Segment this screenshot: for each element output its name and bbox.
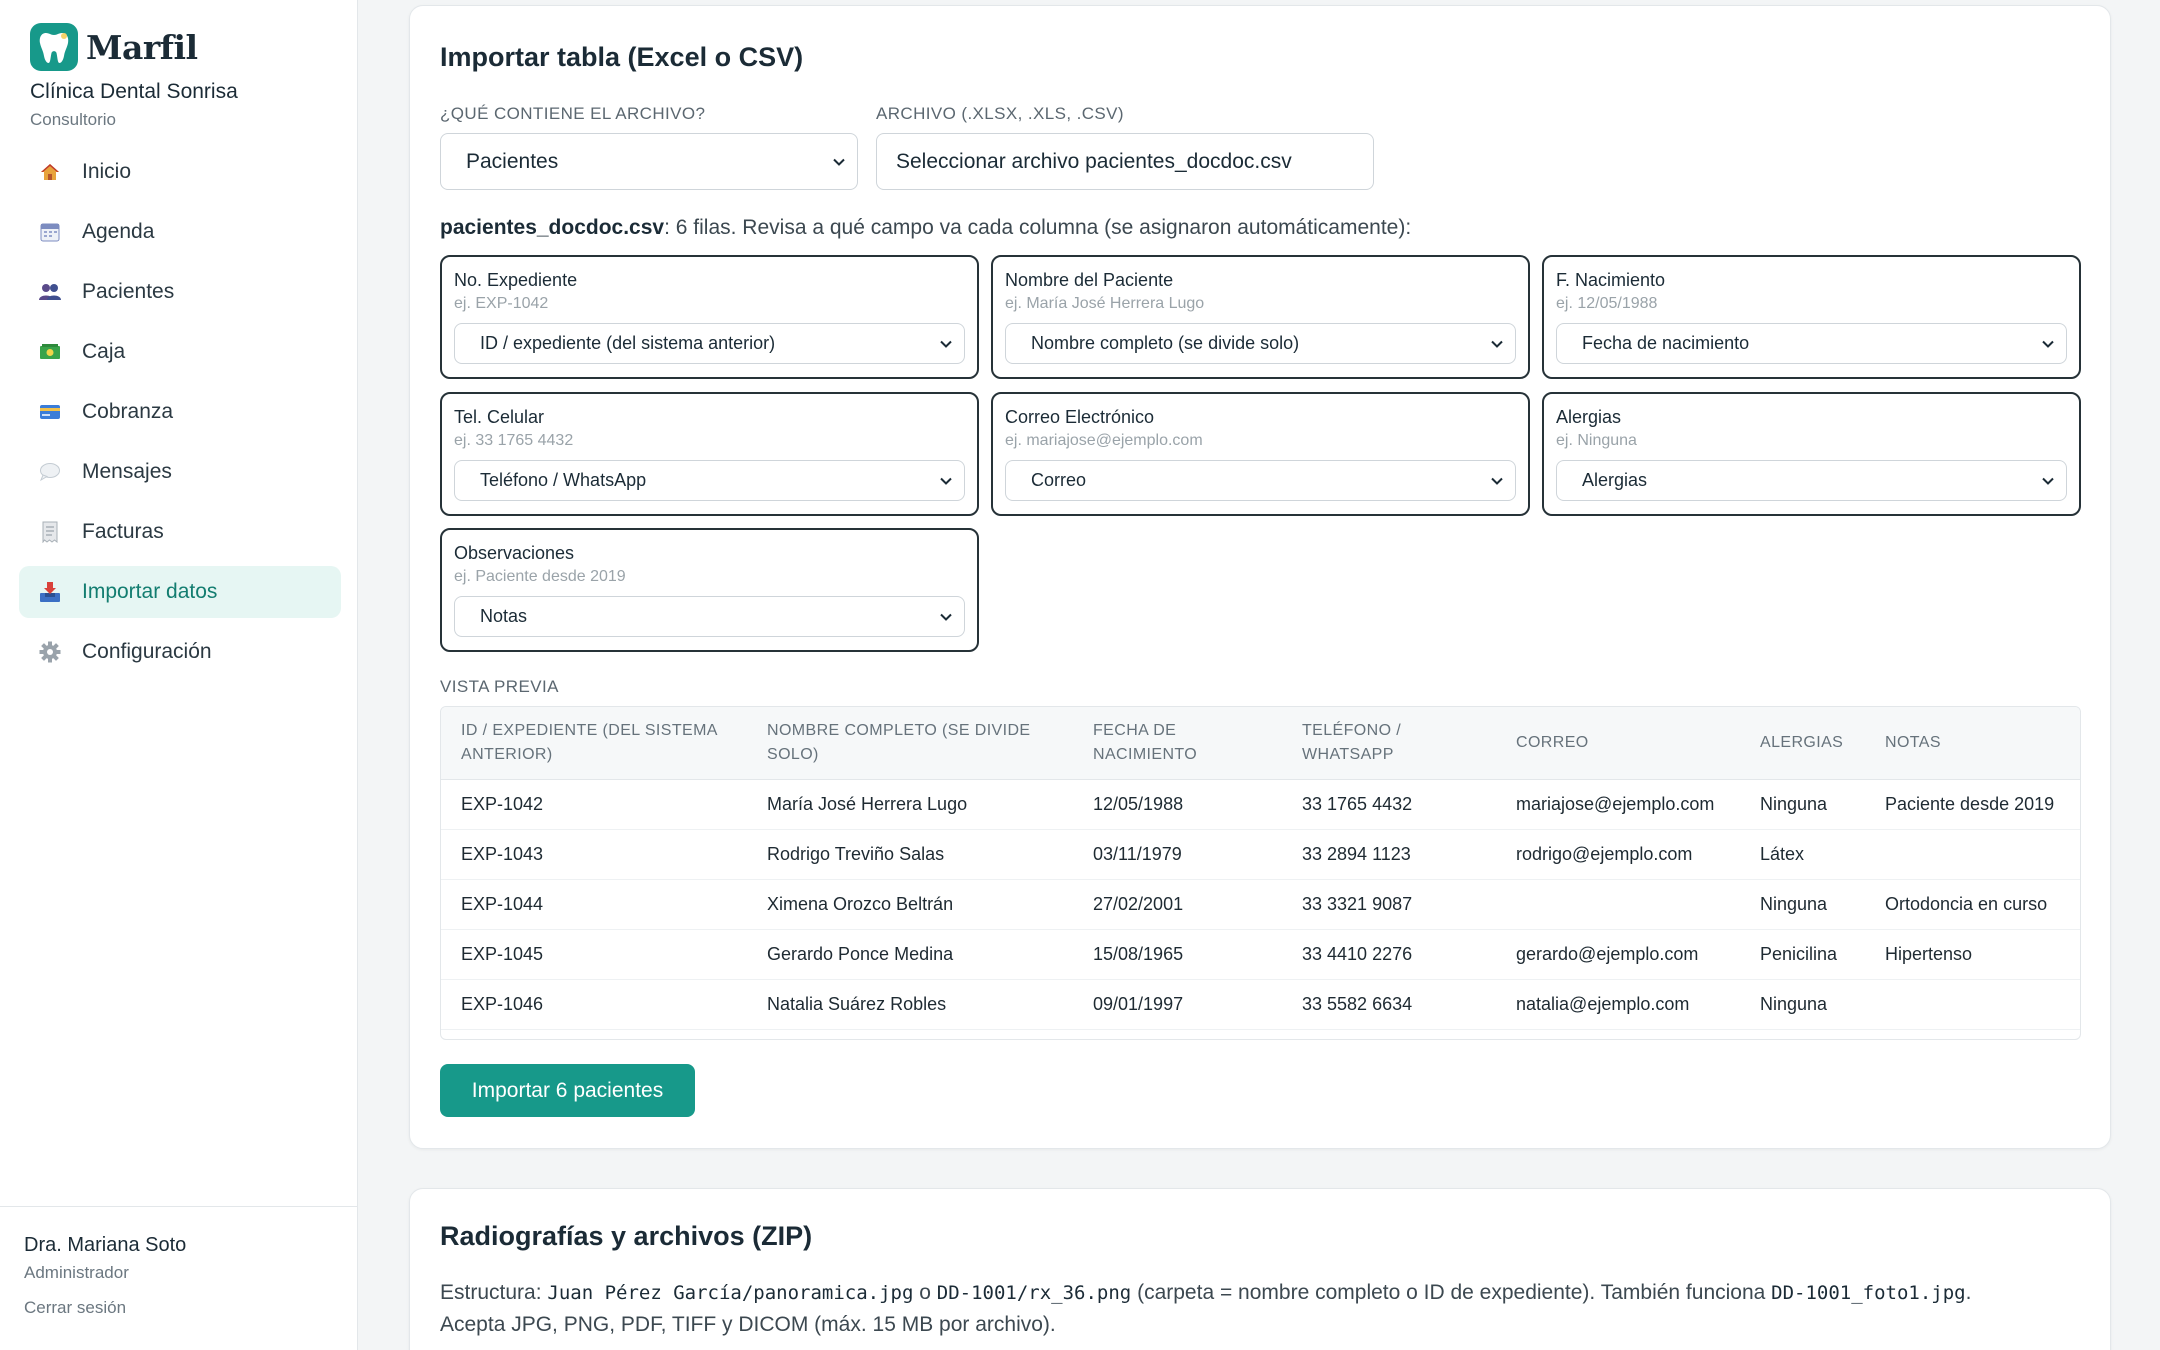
file-input-text: Seleccionar archivo pacientes_docdoc.csv (896, 149, 1292, 173)
nav-label: Cobranza (82, 400, 174, 423)
nav-label: Importar datos (82, 580, 218, 603)
nav-item-mensajes[interactable] (19, 446, 341, 498)
field-select[interactable] (1556, 323, 2067, 364)
table-cell: Gerardo Ponce Medina (767, 944, 954, 964)
nav-label: Configuración (82, 640, 212, 663)
table-cell: 09/01/1997 (1093, 994, 1184, 1014)
column-name: Observaciones (454, 543, 575, 563)
user-role: Administrador (24, 1263, 129, 1282)
import-table-card (409, 5, 2111, 1149)
table-row (441, 780, 2080, 830)
brand-name: Marfil (86, 27, 198, 67)
zip-upload-card (409, 1188, 2111, 1350)
table-cell: Látex (1760, 844, 1805, 864)
select-value: Notas (480, 606, 528, 626)
chevron-down-icon (2042, 475, 2054, 487)
nav-item-cobranza[interactable] (19, 386, 341, 438)
nav-item-facturas[interactable] (19, 506, 341, 558)
field-select[interactable] (454, 460, 965, 501)
field-select[interactable] (454, 596, 965, 637)
accepted-formats-text: Acepta JPG, PNG, PDF, TIFF y DICOM (máx. 15 MB por archivo). (440, 1313, 1056, 1336)
instruction-text: (carpeta = nombre completo o ID de expediente). También funciona (1131, 1281, 1772, 1304)
chevron-down-icon (940, 475, 952, 487)
brand[interactable] (30, 23, 198, 71)
chevron-down-icon (940, 611, 952, 623)
table-cell: EXP-1045 (461, 944, 544, 964)
nav-label: Caja (82, 340, 126, 363)
nav-label: Agenda (82, 220, 155, 243)
table-cell: Paciente desde 2019 (1885, 794, 2055, 814)
file-input[interactable] (876, 133, 1374, 190)
column-mapping-card (440, 255, 979, 379)
column-mapping-card (1542, 255, 2081, 379)
table-cell: Penicilina (1760, 944, 1838, 964)
import-patients-button[interactable]: Importar 6 pacientes (440, 1064, 695, 1117)
file-info-text: : 6 filas. Revisa a qué campo va cada columna (se asignaron automáticamente): (664, 216, 1412, 239)
table-cell: Ximena Orozco Beltrán (767, 894, 954, 914)
column-header: NOTAS (1885, 734, 1941, 751)
select-value: Alergias (1582, 470, 1648, 490)
table-cell: María José Herrera Lugo (767, 794, 968, 814)
nav-item-pacientes[interactable] (19, 266, 341, 318)
column-mapping-card (1542, 392, 2081, 516)
sidebar (0, 0, 358, 1350)
table-cell: rodrigo@ejemplo.com (1516, 844, 1693, 864)
table-cell: 33 2894 1123 (1302, 844, 1411, 864)
table-cell: Ninguna (1760, 794, 1828, 814)
table-cell: EXP-1044 (461, 894, 544, 914)
table-cell: 27/02/2001 (1093, 894, 1184, 914)
column-mapping-card (991, 392, 1530, 516)
field-select[interactable] (454, 323, 965, 364)
table-cell: 15/08/1965 (1093, 944, 1184, 964)
column-example: ej. Paciente desde 2019 (454, 568, 626, 585)
table-cell: EXP-1043 (461, 844, 544, 864)
file-label: ARCHIVO (.XLSX, .XLS, .CSV) (876, 104, 1124, 123)
instruction-text: o (913, 1281, 937, 1304)
instruction-text: Estructura: (440, 1281, 548, 1304)
preview-label: VISTA PREVIA (440, 677, 559, 696)
table-cell: EXP-1042 (461, 794, 544, 814)
people-icon (39, 281, 61, 303)
column-example: ej. mariajose@ejemplo.com (1005, 432, 1203, 449)
table-cell: natalia@ejemplo.com (1516, 994, 1690, 1014)
table-row (441, 830, 2080, 880)
column-mapping-card (991, 255, 1530, 379)
logout-link[interactable]: Cerrar sesión (24, 1298, 127, 1317)
field-select[interactable] (1005, 460, 1516, 501)
cash-icon (39, 341, 61, 363)
select-value: ID / expediente (del sistema anterior) (480, 333, 776, 353)
column-example: ej. EXP-1042 (454, 295, 549, 312)
nav-label: Mensajes (82, 460, 172, 483)
inbox-tray-icon (39, 581, 61, 603)
chevron-down-icon (1491, 338, 1503, 350)
speech-bubble-icon (39, 461, 61, 483)
column-name: Tel. Celular (454, 407, 545, 427)
calendar-icon (39, 221, 61, 243)
select-value: Pacientes (466, 149, 559, 173)
table-row (441, 930, 2080, 980)
main-nav (19, 146, 341, 686)
chevron-down-icon (833, 156, 845, 168)
table-cell: Rodrigo Treviño Salas (767, 844, 945, 864)
chevron-down-icon (1491, 475, 1503, 487)
table-cell: 33 5582 6634 (1302, 994, 1413, 1014)
example-path: DD-1001_foto1.jpg (1771, 1282, 1966, 1304)
content-type-label: ¿QUÉ CONTIENE EL ARCHIVO? (440, 104, 706, 123)
select-value: Teléfono / WhatsApp (480, 470, 647, 490)
card-title: Radiografías y archivos (ZIP) (440, 1221, 813, 1251)
column-example: ej. Ninguna (1556, 432, 1637, 449)
preview-table (440, 706, 2081, 1040)
content-type-select[interactable] (440, 133, 858, 190)
select-value: Correo (1031, 470, 1087, 490)
nav-item-inicio[interactable] (19, 146, 341, 198)
field-select[interactable] (1005, 323, 1516, 364)
user-name: Dra. Mariana Soto (24, 1234, 187, 1256)
column-example: ej. 12/05/1988 (1556, 295, 1658, 312)
column-mapping-card (440, 392, 979, 516)
table-cell: Hipertenso (1885, 944, 1973, 964)
nav-label: Inicio (82, 160, 132, 183)
nav-label: Pacientes (82, 280, 175, 303)
table-cell: Ninguna (1760, 994, 1828, 1014)
zip-instructions (440, 1277, 2090, 1341)
clinic-type: Consultorio (30, 110, 116, 129)
column-name: Nombre del Paciente (1005, 270, 1174, 290)
table-cell: Ninguna (1760, 894, 1828, 914)
nav-item-agenda[interactable] (19, 206, 341, 258)
table-row (441, 880, 2080, 930)
nav-label: Facturas (82, 520, 164, 543)
table-cell: 33 1765 4432 (1302, 794, 1413, 814)
receipt-icon (39, 521, 61, 543)
column-name: Correo Electrónico (1005, 407, 1155, 427)
table-cell: 12/05/1988 (1093, 794, 1184, 814)
column-header: ID / EXPEDIENTE (DEL SISTEMA ANTERIOR) (461, 722, 717, 763)
nav-item-caja[interactable] (19, 326, 341, 378)
house-icon (39, 161, 61, 183)
nav-item-importar-datos[interactable] (19, 566, 341, 618)
select-value: Nombre completo (se divide solo) (1031, 333, 1300, 353)
table-cell: 33 4410 2276 (1302, 944, 1413, 964)
table-header (441, 707, 2080, 780)
column-example: ej. 33 1765 4432 (454, 432, 574, 449)
column-example: ej. María José Herrera Lugo (1005, 295, 1205, 312)
credit-card-icon (39, 401, 61, 423)
column-header: FECHA DE NACIMIENTO (1093, 722, 1198, 763)
column-name: F. Nacimiento (1556, 270, 1666, 290)
gear-icon (39, 641, 61, 663)
column-header: TELÉFONO / WHATSAPP (1302, 722, 1402, 763)
column-header: ALERGIAS (1760, 734, 1844, 751)
example-path: Juan Pérez García/panoramica.jpg (547, 1282, 914, 1304)
clinic-name: Clínica Dental Sonrisa (30, 80, 238, 103)
column-name: Alergias (1556, 407, 1622, 427)
table-cell: gerardo@ejemplo.com (1516, 944, 1699, 964)
chevron-down-icon (2042, 338, 2054, 350)
table-cell: EXP-1046 (461, 994, 544, 1014)
instruction-text: . (1965, 1281, 1972, 1304)
table-cell: mariajose@ejemplo.com (1516, 794, 1715, 814)
field-select[interactable] (1556, 460, 2067, 501)
example-path: DD-1001/rx_36.png (936, 1282, 1132, 1304)
chevron-down-icon (940, 338, 952, 350)
table-cell: 33 3321 9087 (1302, 894, 1413, 914)
column-mapping-card (440, 528, 979, 652)
table-row (441, 980, 2080, 1030)
sidebar-footer (0, 1206, 358, 1350)
select-value: Fecha de nacimiento (1582, 333, 1750, 353)
table-cell: Natalia Suárez Robles (767, 994, 947, 1014)
table-cell: 03/11/1979 (1093, 844, 1182, 864)
file-name: pacientes_docdoc.csv (440, 216, 665, 239)
tooth-logo-icon (30, 23, 78, 71)
column-header: NOMBRE COMPLETO (SE DIVIDE SOLO) (767, 722, 1031, 763)
table-cell: Ortodoncia en curso (1885, 894, 2048, 914)
nav-item-configuracion[interactable] (19, 626, 341, 678)
column-header: CORREO (1516, 734, 1589, 751)
card-title: Importar tabla (Excel o CSV) (440, 42, 804, 72)
file-info (440, 216, 1411, 240)
column-name: No. Expediente (454, 270, 578, 290)
